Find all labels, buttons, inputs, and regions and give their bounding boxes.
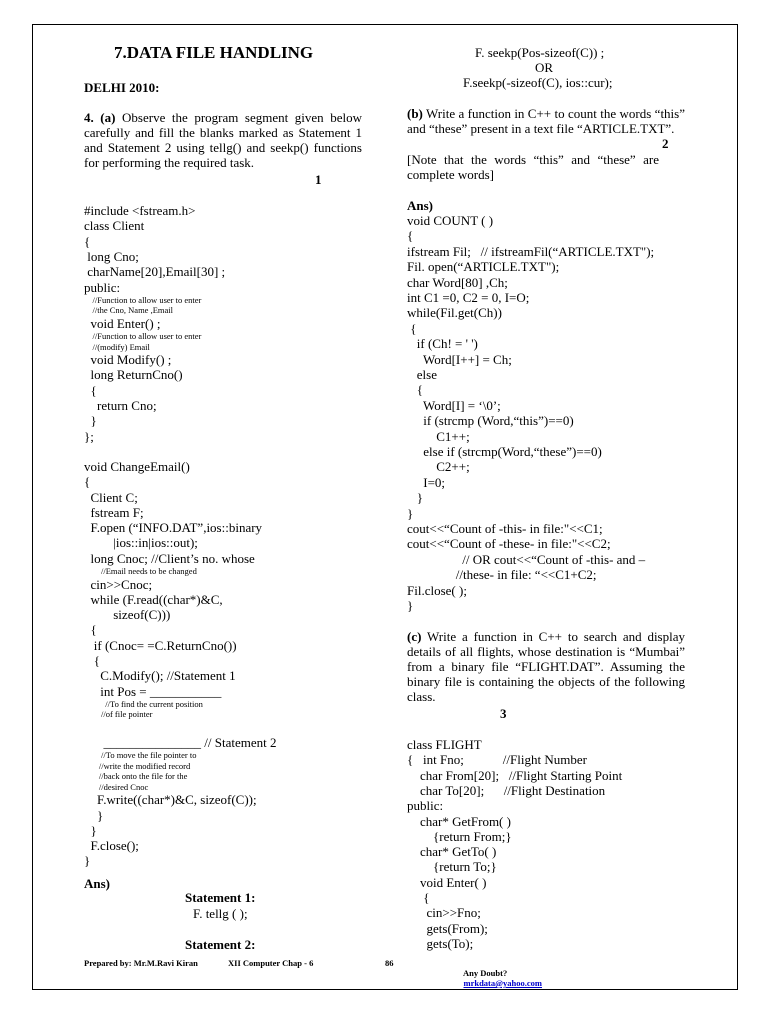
- code-line: cin>>Cnoc;: [84, 576, 153, 592]
- code-line: Fil.close( );: [407, 582, 467, 598]
- footer-doubt: [455, 958, 542, 998]
- code-line: if (Ch! = ' '): [407, 336, 478, 352]
- code-line: //desired Cnoc: [84, 781, 149, 792]
- seekp-line-1: F. seekp(Pos-sizeof(C)) ;: [475, 45, 605, 60]
- code-line: }: [407, 490, 423, 506]
- statement-1-value: F. tellg ( );: [193, 906, 248, 921]
- code-line: {return From;}: [407, 828, 512, 844]
- code-line: cout<<“Count of -this- in file:"<<C1;: [407, 521, 603, 536]
- code-line: I=0;: [407, 474, 446, 490]
- code-line: //of file pointer: [84, 709, 153, 720]
- code-line: // OR cout<<“Count of -this- and –: [407, 551, 646, 567]
- code-line: F.open (“INFO.DAT”,ios::binary: [84, 520, 263, 536]
- code-line: long Cno;: [84, 248, 139, 264]
- code-line: cin>>Fno;: [407, 905, 481, 921]
- code-line: {: [84, 382, 97, 398]
- code-line: void Enter( ): [407, 874, 487, 890]
- footer-doubt-label: Any Doubt?: [463, 968, 508, 978]
- code-line: {: [84, 474, 91, 490]
- code-line: //To find the current position: [84, 698, 203, 709]
- code-line: //these- in file: “<<C1+C2;: [407, 567, 597, 583]
- code-line: while (F.read((char*)&C,: [84, 591, 223, 607]
- code-line: }: [84, 807, 104, 823]
- question-c-marks: 3: [500, 706, 507, 721]
- seekp-or: OR: [535, 60, 554, 75]
- code-line: ifstream Fil; // ifstreamFil(“ARTICLE.TXT");: [407, 243, 655, 259]
- code-line: //Function to allow user to enter: [84, 294, 202, 305]
- code-line: //write the modified record: [84, 760, 191, 771]
- code-line: { int Fno; //Flight Number: [407, 752, 587, 768]
- code-line: long Cnoc; //Client’s no. whose: [84, 550, 255, 566]
- code-line: void COUNT ( ): [407, 213, 494, 228]
- chapter-title: 7.DATA FILE HANDLING: [114, 43, 314, 62]
- code-line: char To[20]; //Flight Destination: [407, 782, 606, 798]
- code-line: {: [407, 890, 430, 905]
- code-line: char* GetFrom( ): [407, 813, 511, 829]
- answer-b-label: Ans): [407, 198, 434, 213]
- question-b-marks: 2: [662, 136, 669, 151]
- code-line: |ios::in|ios::out);: [84, 535, 198, 551]
- code-line: gets(From);: [407, 920, 488, 936]
- seekp-line-2: F.seekp(-sizeof(C), ios::cur);: [463, 75, 613, 90]
- code-line: }: [407, 505, 414, 521]
- code-line: //(modify) Email: [84, 341, 150, 352]
- code-line: long ReturnCno(): [84, 367, 183, 383]
- code-line: Client C;: [84, 489, 138, 505]
- code-line: Word[I] = ‘\0’;: [407, 397, 501, 413]
- code-line: else: [407, 367, 437, 382]
- code-line: //back onto the file for the: [84, 771, 188, 782]
- statement-1-label: Statement 1:: [185, 890, 256, 905]
- question-c-text: Write a function in C++ to search and display details of all flights, whose destination is “Mumbai” from a binary file “FLIGHT.DAT”. Assuming the binary file is containing the objects of the following class.: [407, 629, 685, 704]
- code-line: }: [407, 598, 414, 613]
- code-line: cout<<“Count of -these- in file:"<<C2;: [407, 536, 611, 552]
- question-4b: [407, 106, 685, 136]
- code-line: charName[20],Email[30] ;: [84, 264, 226, 280]
- code-line: {: [407, 320, 417, 336]
- code-line: C2++;: [407, 459, 470, 475]
- code-line: F.write((char*)&C, sizeof(C));: [84, 792, 257, 808]
- code-line: C1++;: [407, 428, 470, 444]
- code-line: }: [84, 413, 97, 429]
- question-b-note: [Note that the words “this” and “these” are complete words]: [407, 152, 659, 182]
- code-line: }: [84, 853, 91, 869]
- question-number: 4. (a): [84, 110, 116, 125]
- code-line: //Function to allow user to enter: [84, 331, 202, 342]
- question-4c: [407, 629, 685, 704]
- code-line: C.Modify(); //Statement 1: [84, 668, 236, 684]
- code-line: {: [407, 382, 423, 398]
- code-line: char Word[80] ,Ch;: [407, 274, 508, 290]
- code-line: {return To;}: [407, 859, 497, 875]
- code-line: public:: [407, 798, 444, 814]
- question-4a: [84, 110, 362, 170]
- question-marks: 1: [315, 172, 322, 187]
- code-line: Fil. open(“ARTICLE.TXT");: [407, 259, 560, 275]
- footer-page-number: 86: [385, 958, 394, 968]
- code-line: {: [84, 622, 97, 638]
- code-line: if (strcmp (Word,“this”)==0): [407, 413, 574, 429]
- code-line: {: [407, 228, 414, 244]
- footer-email-link[interactable]: mrkdata@yahoo.com: [463, 978, 543, 988]
- code-line: sizeof(C))): [84, 607, 171, 623]
- code-line: _______________ // Statement 2: [84, 734, 277, 750]
- code-line: {: [84, 233, 91, 249]
- code-line: while(Fil.get(Ch)): [407, 305, 502, 321]
- code-line: gets(To);: [407, 935, 474, 951]
- code-line: int Pos = ___________: [84, 683, 222, 699]
- code-line: class FLIGHT: [407, 737, 482, 752]
- code-line: char* GetTo( ): [407, 844, 497, 860]
- footer-chapter: XII Computer Chap - 6: [228, 958, 314, 968]
- footer-prepared-by: Prepared by: Mr.M.Ravi Kiran: [84, 958, 198, 968]
- code-line: //Email needs to be changed: [84, 566, 197, 576]
- question-b-text: Write a function in C++ to count the words “this” and “these” present in a text file “ARTICLE.TXT”.: [407, 106, 685, 136]
- code-line: int C1 =0, C2 = 0, I=O;: [407, 290, 530, 305]
- question-c-label: (c): [407, 629, 422, 644]
- code-line: }: [84, 822, 97, 838]
- code-line: fstream F;: [84, 504, 144, 520]
- code-line: };: [84, 428, 94, 444]
- code-line: F.close();: [84, 838, 139, 854]
- code-line: Word[I++] = Ch;: [407, 351, 512, 367]
- code-line: public:: [84, 279, 121, 295]
- statement-2-label: Statement 2:: [185, 937, 256, 952]
- code-line: #include <fstream.h>: [84, 203, 196, 218]
- code-line: //the Cno, Name ,Email: [84, 305, 173, 316]
- code-line: if (Cnoc= =C.ReturnCno()): [84, 637, 237, 653]
- code-line: class Client: [84, 218, 145, 234]
- code-line: void Modify() ;: [84, 352, 172, 368]
- answer-label: Ans): [84, 876, 111, 891]
- code-line: else if (strcmp(Word,“these”)==0): [407, 444, 602, 459]
- code-line: //To move the file pointer to: [84, 750, 197, 761]
- section-heading: DELHI 2010:: [84, 80, 160, 95]
- code-line: void Enter() ;: [84, 315, 161, 331]
- code-line: char From[20]; //Flight Starting Point: [407, 767, 623, 783]
- code-line: return Cno;: [84, 398, 157, 413]
- code-line: void ChangeEmail(): [84, 458, 190, 474]
- question-b-label: (b): [407, 106, 423, 121]
- code-line: {: [84, 653, 100, 668]
- question-text: Observe the program segment given below carefully and fill the blanks marked as Statement 1 and Statement 2 using tellg() and seekp() functions for performing the required task.: [84, 110, 363, 170]
